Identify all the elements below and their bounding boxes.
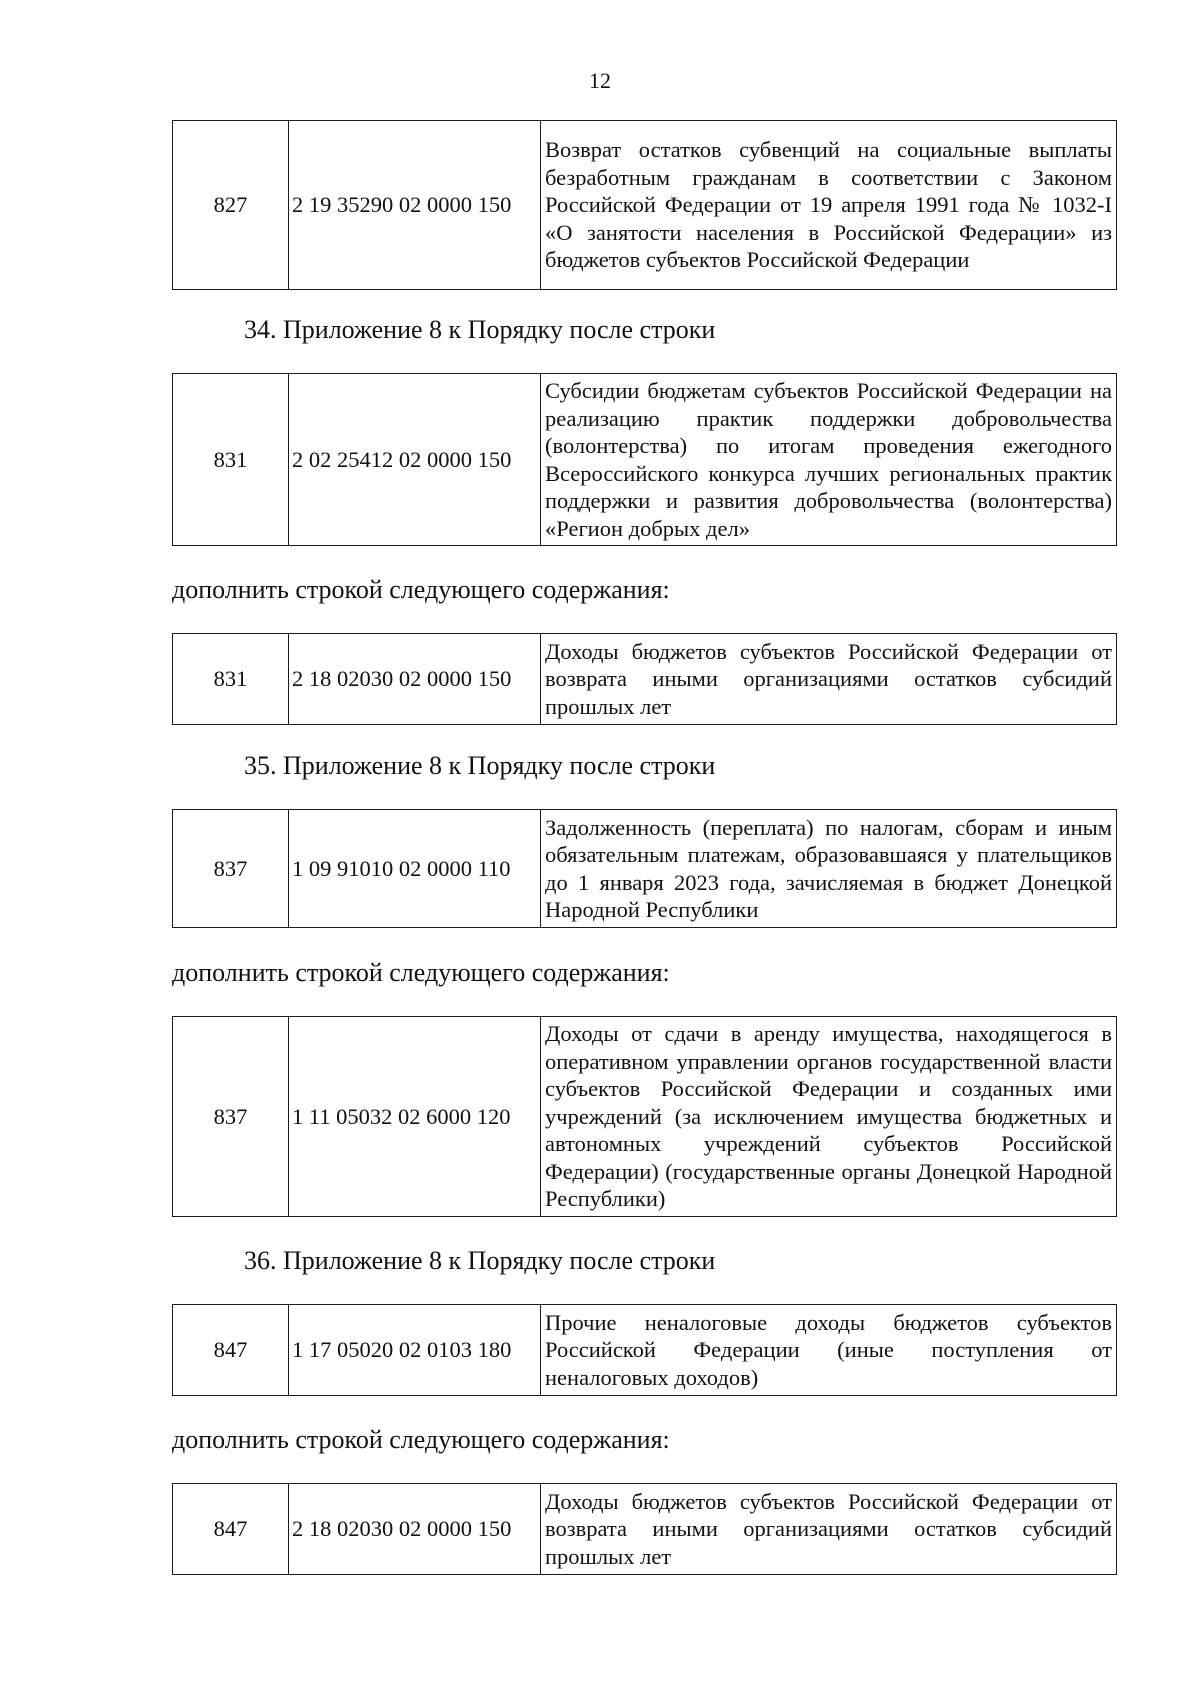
table-row <box>173 121 1117 290</box>
income-name-cell: Прочие неналоговые доходы бюджетов субъектов Российской Федерации (иные поступления от неналоговых доходов) <box>541 1305 1117 1396</box>
budget-code-table <box>172 120 1117 290</box>
income-name-cell: Доходы от сдачи в аренду имущества, находящегося в оперативном управлении органов государственной власти субъектов Российской Федерации и созданных ими учреждений (за исключением имущества бюджетных и автономных учреждений субъектов Российской Федерации) (государственные органы Донецкой Народной Республики) <box>541 1017 1117 1217</box>
section-heading-36: 36. Приложение 8 к Порядку после строки <box>244 1246 716 1275</box>
admin-code-cell: 831 <box>173 634 289 725</box>
table-row <box>173 1305 1117 1396</box>
income-code-cell: 1 09 91010 02 0000 110 <box>289 810 541 928</box>
supplement-note: дополнить строкой следующего содержания: <box>172 1425 670 1454</box>
income-code-cell: 1 17 05020 02 0103 180 <box>289 1305 541 1396</box>
admin-code-cell: 827 <box>173 121 289 290</box>
budget-code-table <box>172 809 1117 928</box>
section-heading-35: 35. Приложение 8 к Порядку после строки <box>244 751 716 780</box>
income-code-cell: 2 18 02030 02 0000 150 <box>289 634 541 725</box>
table-row <box>173 1484 1117 1575</box>
budget-code-table <box>172 1483 1117 1575</box>
budget-code-table <box>172 633 1117 725</box>
page-number: 12 <box>589 68 611 93</box>
admin-code-cell: 831 <box>173 374 289 546</box>
income-code-cell: 2 19 35290 02 0000 150 <box>289 121 541 290</box>
admin-code-cell: 847 <box>173 1305 289 1396</box>
income-code-cell: 2 02 25412 02 0000 150 <box>289 374 541 546</box>
supplement-note: дополнить строкой следующего содержания: <box>172 958 670 987</box>
budget-code-table <box>172 1304 1117 1396</box>
income-name-cell: Субсидии бюджетам субъектов Российской Федерации на реализацию практик поддержки добровольчества (волонтерства) по итогам проведения ежегодного Всероссийского конкурса лучших региональных практик поддержки и развития добровольчества (волонтерства) «Регион добрых дел» <box>541 374 1117 546</box>
table-row <box>173 810 1117 928</box>
budget-code-table <box>172 373 1117 546</box>
income-name-cell: Доходы бюджетов субъектов Российской Федерации от возврата иными организациями остатков субсидий прошлых лет <box>541 1484 1117 1575</box>
income-code-cell: 2 18 02030 02 0000 150 <box>289 1484 541 1575</box>
income-name-cell: Возврат остатков субвенций на социальные выплаты безработным гражданам в соответствии с Законом Российской Федерации от 19 апреля 1991 года № 1032-I «О занятости населения в Российской Федерации» из бюджетов субъектов Российской Федерации <box>541 121 1117 290</box>
admin-code-cell: 847 <box>173 1484 289 1575</box>
section-heading-34: 34. Приложение 8 к Порядку после строки <box>244 315 716 344</box>
admin-code-cell: 837 <box>173 810 289 928</box>
table-row <box>173 1017 1117 1217</box>
income-name-cell: Задолженность (переплата) по налогам, сборам и иным обязательным платежам, образовавшаяся у плательщиков до 1 января 2023 года, зачисляемая в бюджет Донецкой Народной Республики <box>541 810 1117 928</box>
admin-code-cell: 837 <box>173 1017 289 1217</box>
supplement-note: дополнить строкой следующего содержания: <box>172 575 670 604</box>
table-row <box>173 634 1117 725</box>
income-code-cell: 1 11 05032 02 6000 120 <box>289 1017 541 1217</box>
table-row <box>173 374 1117 546</box>
income-name-cell: Доходы бюджетов субъектов Российской Федерации от возврата иными организациями остатков субсидий прошлых лет <box>541 634 1117 725</box>
budget-code-table <box>172 1016 1117 1217</box>
